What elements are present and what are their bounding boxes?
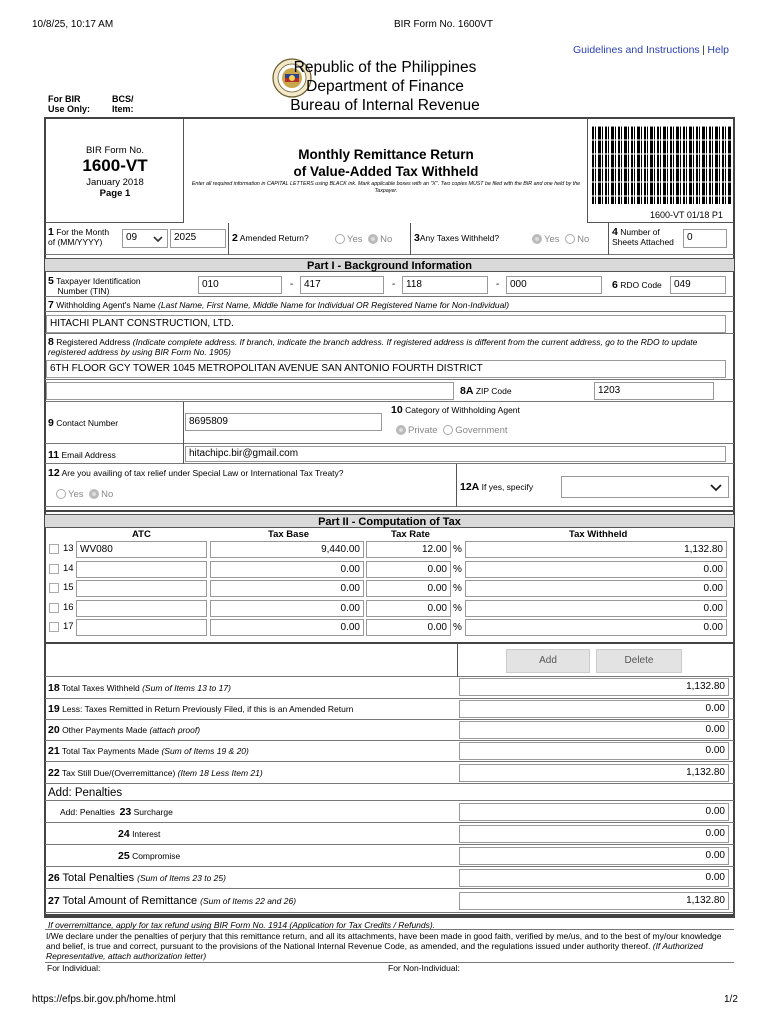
tin-dash: -	[496, 279, 500, 290]
item23-label: Add: Penalties 23 Surcharge	[60, 806, 173, 818]
category-radios: Private Government	[396, 425, 508, 436]
tax-base-input[interactable]: 0.00	[210, 580, 364, 597]
atc-input[interactable]	[76, 600, 207, 617]
item19-label: 19 Less: Taxes Remitted in Return Previously Filed, if this is an Amended Return	[48, 703, 354, 715]
tax-base-input[interactable]: 0.00	[210, 561, 364, 578]
row-number: 13	[63, 543, 74, 554]
penalties-heading: Add: Penalties	[48, 787, 123, 799]
item23-value[interactable]: 0.00	[459, 803, 729, 821]
tax-base-input[interactable]: 9,440.00	[210, 541, 364, 558]
header-atc: ATC	[132, 529, 151, 540]
for-non-individual-label: For Non-Individual:	[388, 963, 460, 973]
atc-input[interactable]	[76, 561, 207, 578]
help-link[interactable]: Help	[707, 44, 730, 56]
month-select[interactable]: 09	[122, 229, 168, 248]
tin-label: 5 Taxpayer Identification Number (TIN)	[48, 275, 141, 296]
year-input[interactable]: 2025	[170, 229, 226, 248]
bcs-item: BCS/ Item:	[112, 94, 134, 114]
item19-value[interactable]: 0.00	[459, 700, 729, 718]
declaration-text: I/We declare under the penalties of perjury that this remittance return, and all its attachments, have been made in good faith, verified by me/us, and to the best of my/our knowledge and belief, is true and correct, pursuant to the provisions of the National Internal Revenue Code, as amended, and the regulations issued under authority thereof. (If Authorized Representative, attach authorization letter)	[46, 931, 722, 961]
barcode-icon	[592, 126, 732, 204]
print-url: https://efps.bir.gov.ph/home.html	[32, 994, 176, 1005]
for-individual-label: For Individual:	[47, 963, 101, 973]
email-input[interactable]: hitachipc.bir@gmail.com	[185, 446, 726, 462]
zip-label: 8A ZIP Code	[460, 385, 512, 397]
agent-name-input[interactable]: HITACHI PLANT CONSTRUCTION, LTD.	[46, 315, 726, 333]
tax-withheld-input[interactable]: 0.00	[465, 619, 727, 636]
atc-input[interactable]: WV080	[76, 541, 207, 558]
divider	[457, 644, 458, 677]
rdo-label: 6 RDO Code	[612, 279, 662, 291]
divider	[608, 223, 609, 255]
part2-title: Part II - Computation of Tax	[45, 514, 734, 528]
item1-label: 1 For the Month of (MM/YYYY)	[48, 226, 110, 247]
tax-withheld-input[interactable]: 0.00	[465, 561, 727, 578]
link-separator: |	[702, 44, 705, 56]
tin-dash: -	[392, 279, 396, 290]
item20-label: 20 Other Payments Made (attach proof)	[48, 724, 201, 736]
zip-row	[45, 380, 734, 402]
item2-label: 2 Amended Return?	[232, 232, 309, 244]
contact-label: 9 Contact Number	[48, 417, 119, 429]
taxes-withheld-radios: Yes No	[532, 234, 589, 245]
overremittance-note: If overremittance, apply for tax refund using BIR Form No. 1914 (Application for Tax Credits / Refunds).	[48, 920, 436, 930]
withheld-yes-radio[interactable]	[532, 234, 542, 244]
relief-no-radio[interactable]	[89, 489, 99, 499]
item27-value[interactable]: 1,132.80	[459, 892, 729, 910]
tax-base-input[interactable]: 0.00	[210, 600, 364, 617]
form-instructions: Enter all required information in CAPITAL LETTERS using BLACK ink. Mark applicable boxes with an "X". Two copies MUST be filed with the BIR and one held by the Taxpayer.	[191, 181, 581, 194]
item27-label: 27 Total Amount of Remittance (Sum of Items 22 and 26)	[48, 895, 297, 907]
row-select-checkbox[interactable]	[49, 603, 59, 613]
item25-value[interactable]: 0.00	[459, 847, 729, 865]
percent-sign: %	[453, 622, 462, 633]
tax-base-input[interactable]: 0.00	[210, 619, 364, 636]
print-doc-title: BIR Form No. 1600VT	[394, 19, 493, 30]
item25-label: 25 Compromise	[118, 850, 181, 862]
amended-no-radio[interactable]	[368, 234, 378, 244]
item20-value[interactable]: 0.00	[459, 721, 729, 739]
item18-label: 18 Total Taxes Withheld (Sum of Items 13 to 17)	[48, 682, 231, 694]
item3-label: 3Any Taxes Withheld?	[414, 232, 500, 244]
tax-withheld-input[interactable]: 0.00	[465, 580, 727, 597]
percent-sign: %	[453, 603, 462, 614]
address-row	[45, 356, 734, 380]
tin-dash: -	[290, 279, 294, 290]
divider	[44, 916, 735, 918]
category-label: 10 Category of Withholding Agent	[391, 404, 520, 416]
tax-rate-input[interactable]: 0.00	[366, 619, 451, 636]
address-label: 8 Registered Address (Indicate complete address. If branch, indicate the branch address. If registered address is different from the current address, go to the RDO to update registered address by using BIR Form No. 1905)	[48, 336, 698, 357]
tin-part-2[interactable]: 417	[300, 276, 384, 294]
item21-value[interactable]: 0.00	[459, 742, 729, 760]
row-select-checkbox[interactable]	[49, 622, 59, 632]
name-input-row	[45, 312, 734, 334]
address-input[interactable]: 6TH FLOOR GCY TOWER 1045 METROPOLITAN AVENUE SAN ANTONIO FOURTH DISTRICT	[46, 360, 726, 378]
form-id-box	[46, 119, 184, 223]
contact-row	[45, 402, 734, 444]
chevron-down-icon	[153, 235, 163, 243]
header-tax-rate: Tax Rate	[391, 529, 430, 540]
form-number: 1600-VT	[82, 156, 148, 175]
guidelines-link[interactable]: Guidelines and Instructions	[573, 44, 700, 56]
tax-withheld-input[interactable]: 1,132.80	[465, 541, 727, 558]
percent-sign: %	[453, 583, 462, 594]
tax-rate-input[interactable]: 0.00	[366, 561, 451, 578]
tax-withheld-input[interactable]: 0.00	[465, 600, 727, 617]
item26-label: 26 Total Penalties (Sum of Items 23 to 25)	[48, 872, 226, 884]
tax-rate-input[interactable]: 0.00	[366, 580, 451, 597]
specify-select[interactable]	[561, 476, 729, 498]
item24-label: 24 Interest	[118, 828, 161, 840]
category-private-radio[interactable]	[396, 425, 406, 435]
row-select-checkbox[interactable]	[49, 583, 59, 593]
percent-sign: %	[453, 564, 462, 575]
divider	[456, 464, 457, 507]
tax-row	[46, 619, 734, 637]
item21-label: 21 Total Tax Payments Made (Sum of Items 19 & 20)	[48, 745, 249, 757]
email-label: 11 Email Address	[48, 449, 116, 461]
barcode-caption: 1600-VT 01/18 P1	[650, 210, 723, 220]
specify-label: 12A If yes, specify	[460, 481, 534, 493]
form-title: Monthly Remittance Return of Value-Added Tax Withheld	[293, 147, 479, 179]
tin-branch[interactable]: 000	[506, 276, 602, 294]
divider	[410, 223, 411, 255]
for-bir-use-only: For BIR Use Only:	[48, 94, 91, 114]
item24-value[interactable]: 0.00	[459, 825, 729, 843]
agent-name-label: 7 Withholding Agent's Name (Last Name, First Name, Middle Name for Individual OR Registered Name for Non-Individual)	[48, 299, 510, 311]
agency-bureau: Bureau of Internal Revenue	[290, 97, 480, 114]
row-number: 17	[63, 621, 74, 632]
header-tax-withheld: Tax Withheld	[569, 529, 628, 540]
tax-row	[46, 561, 734, 579]
item26-value[interactable]: 0.00	[459, 869, 729, 887]
category-government-radio[interactable]	[443, 425, 453, 435]
penalties-heading-row	[45, 784, 734, 801]
item22-label: 22 Tax Still Due/(Overremittance) (Item 18 Less Item 21)	[48, 767, 263, 779]
divider	[44, 510, 735, 512]
tax-rate-input[interactable]: 12.00	[366, 541, 451, 558]
chevron-down-icon	[710, 484, 722, 492]
zip-input[interactable]: 1203	[594, 382, 714, 400]
divider	[183, 444, 184, 464]
delete-button[interactable]: Delete	[596, 649, 682, 673]
atc-input[interactable]	[76, 580, 207, 597]
add-button[interactable]: Add	[506, 649, 590, 673]
form-page: Page 1	[99, 188, 131, 199]
divider	[45, 929, 734, 930]
part2-headers	[46, 529, 734, 540]
help-links	[573, 44, 729, 56]
item22-value[interactable]: 1,132.80	[459, 764, 729, 782]
agency-department: Department of Finance	[306, 78, 464, 95]
relief-yes-radio[interactable]	[56, 489, 66, 499]
row-number: 14	[63, 563, 74, 574]
form-no-label: BIR Form No.	[85, 145, 145, 156]
tin-part-3[interactable]: 118	[402, 276, 488, 294]
amended-yes-radio[interactable]	[335, 234, 345, 244]
tax-row	[46, 600, 734, 618]
divider	[228, 223, 229, 255]
percent-sign: %	[453, 544, 462, 555]
item4-label: 4 Number of Sheets Attached	[612, 226, 674, 247]
withheld-no-radio[interactable]	[565, 234, 575, 244]
item18-value[interactable]: 1,132.80	[459, 678, 729, 696]
agency-republic: Republic of the Philippines	[293, 59, 477, 76]
header-tax-base: Tax Base	[268, 529, 310, 540]
contact-input[interactable]: 8695809	[185, 413, 382, 431]
relief-radios: Yes No	[56, 489, 113, 500]
row-number: 15	[63, 582, 74, 593]
tax-rate-input[interactable]: 0.00	[366, 600, 451, 617]
amended-return-radios: Yes No	[335, 234, 392, 245]
row-select-checkbox[interactable]	[49, 564, 59, 574]
tax-row	[46, 541, 734, 559]
tin-part-1[interactable]: 010	[198, 276, 282, 294]
tax-row	[46, 580, 734, 598]
atc-input[interactable]	[76, 619, 207, 636]
print-datetime: 10/8/25, 10:17 AM	[32, 19, 114, 30]
row-select-checkbox[interactable]	[49, 544, 59, 554]
sheets-attached-input[interactable]: 0	[683, 229, 727, 248]
row-number: 16	[63, 602, 74, 613]
part1-title: Part I - Background Information	[45, 258, 734, 272]
form-date: January 2018	[86, 177, 144, 188]
print-page-number: 1/2	[724, 994, 738, 1005]
rdo-input[interactable]: 049	[670, 276, 726, 294]
relief-label: 12 Are you availing of tax relief under Special Law or International Tax Treaty?	[48, 467, 344, 479]
divider	[183, 402, 184, 444]
